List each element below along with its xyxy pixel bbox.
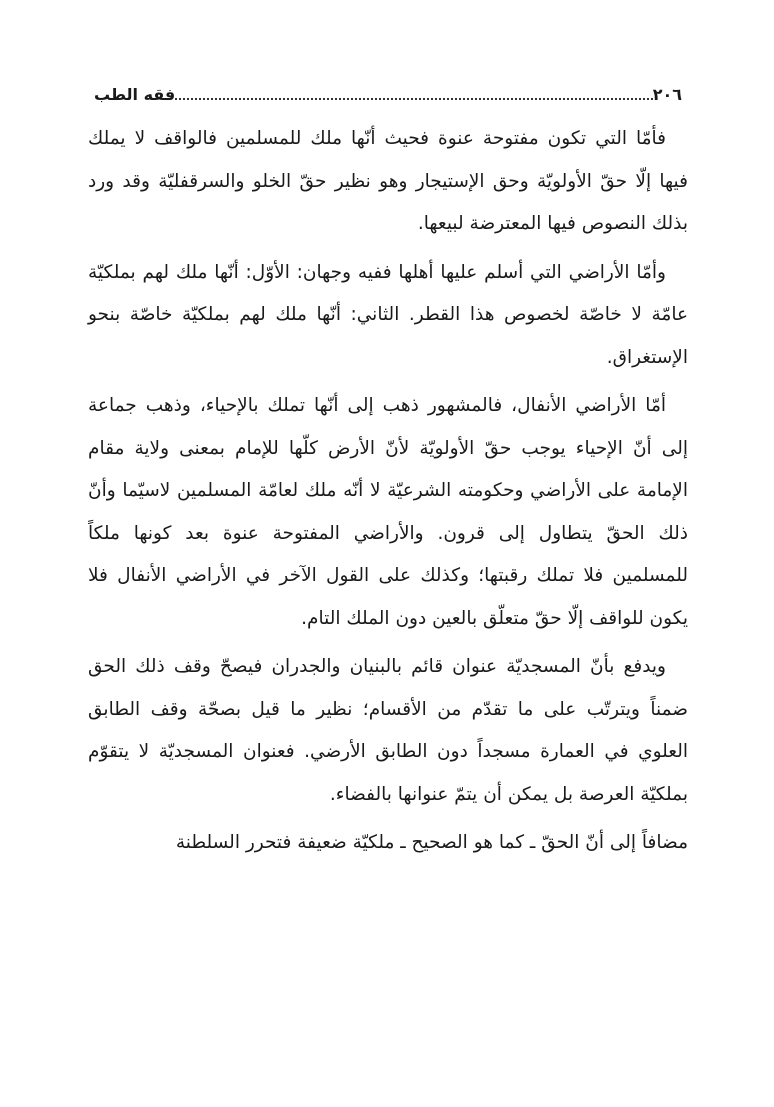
dotted-leader	[175, 98, 652, 100]
paragraph-converted-lands: وأمّا الأراضي التي أسلم عليها أهلها ففيه وجهان: الأوّل: أنّها ملك لهم بملكيّة عامّة لا خاصّة لخصوص هذا القطر. الثاني: أنّها ملك لهم بملكيّة خاصّة بنحو الإستغراق.	[88, 261, 688, 368]
body-text	[88, 118, 688, 865]
page-header	[88, 80, 688, 110]
book-page	[88, 80, 688, 871]
paragraph-mosque-status: ويدفع بأنّ المسجديّة عنوان قائم بالبنيان والجدران فيصحّ وقف ذلك الحق ضمناً ويترتّب على ما تقدّم من الأقسام؛ نظير ما قيل بصحّة وقف الطابق العلوي في العمارة مسجداً دون الطابق الأرضي. فعنوان المسجديّة لا يتقوّم بملكيّة العرصة بل يمكن أن يتمّ عنوانها بالفضاء.	[88, 656, 688, 805]
page-number: ٢٠٦	[652, 85, 682, 104]
paragraph-conquered-lands: فأمّا التي تكون مفتوحة عنوة فحيث أنّها ملك للمسلمين فالواقف لا يملك فيها إلّا حقّ الأولويّة وحق الإستيجار وهو نظير حقّ الخلو والسرقفليّة وقد ورد بذلك النصوص فيها المعترضة لبيعها.	[88, 128, 688, 234]
paragraph-continuation: مضافاً إلى أنّ الحقّ ـ كما هو الصحيح ـ ملكيّة ضعيفة فتحرر السلطنة	[175, 832, 688, 853]
paragraph-anfal-lands: أمّا الأراضي الأنفال، فالمشهور ذهب إلى أنّها تملك بالإحياء، وذهب جماعة إلى أنّ الإحياء يوجب حقّ الأولويّة لأنّ الأرض كلّها للإمام بمعنى ولاية مقام الإمامة على الأراضي وحكومته الشرعيّة لا أنّه ملك لعامّة المسلمين لاسيّما وأنّ ذلك الحقّ يتطاول إلى قرون. والأراضي المفتوحة عنوة بعد كونها ملكاً للمسلمين فلا تملك رقبتها؛ وكذلك على القول الآخر في الأراضي الأنفال فلا يكون للواقف إلّا حقّ متعلّق بالعين دون الملك التام.	[88, 395, 688, 629]
running-title: فقه الطب	[94, 85, 176, 104]
